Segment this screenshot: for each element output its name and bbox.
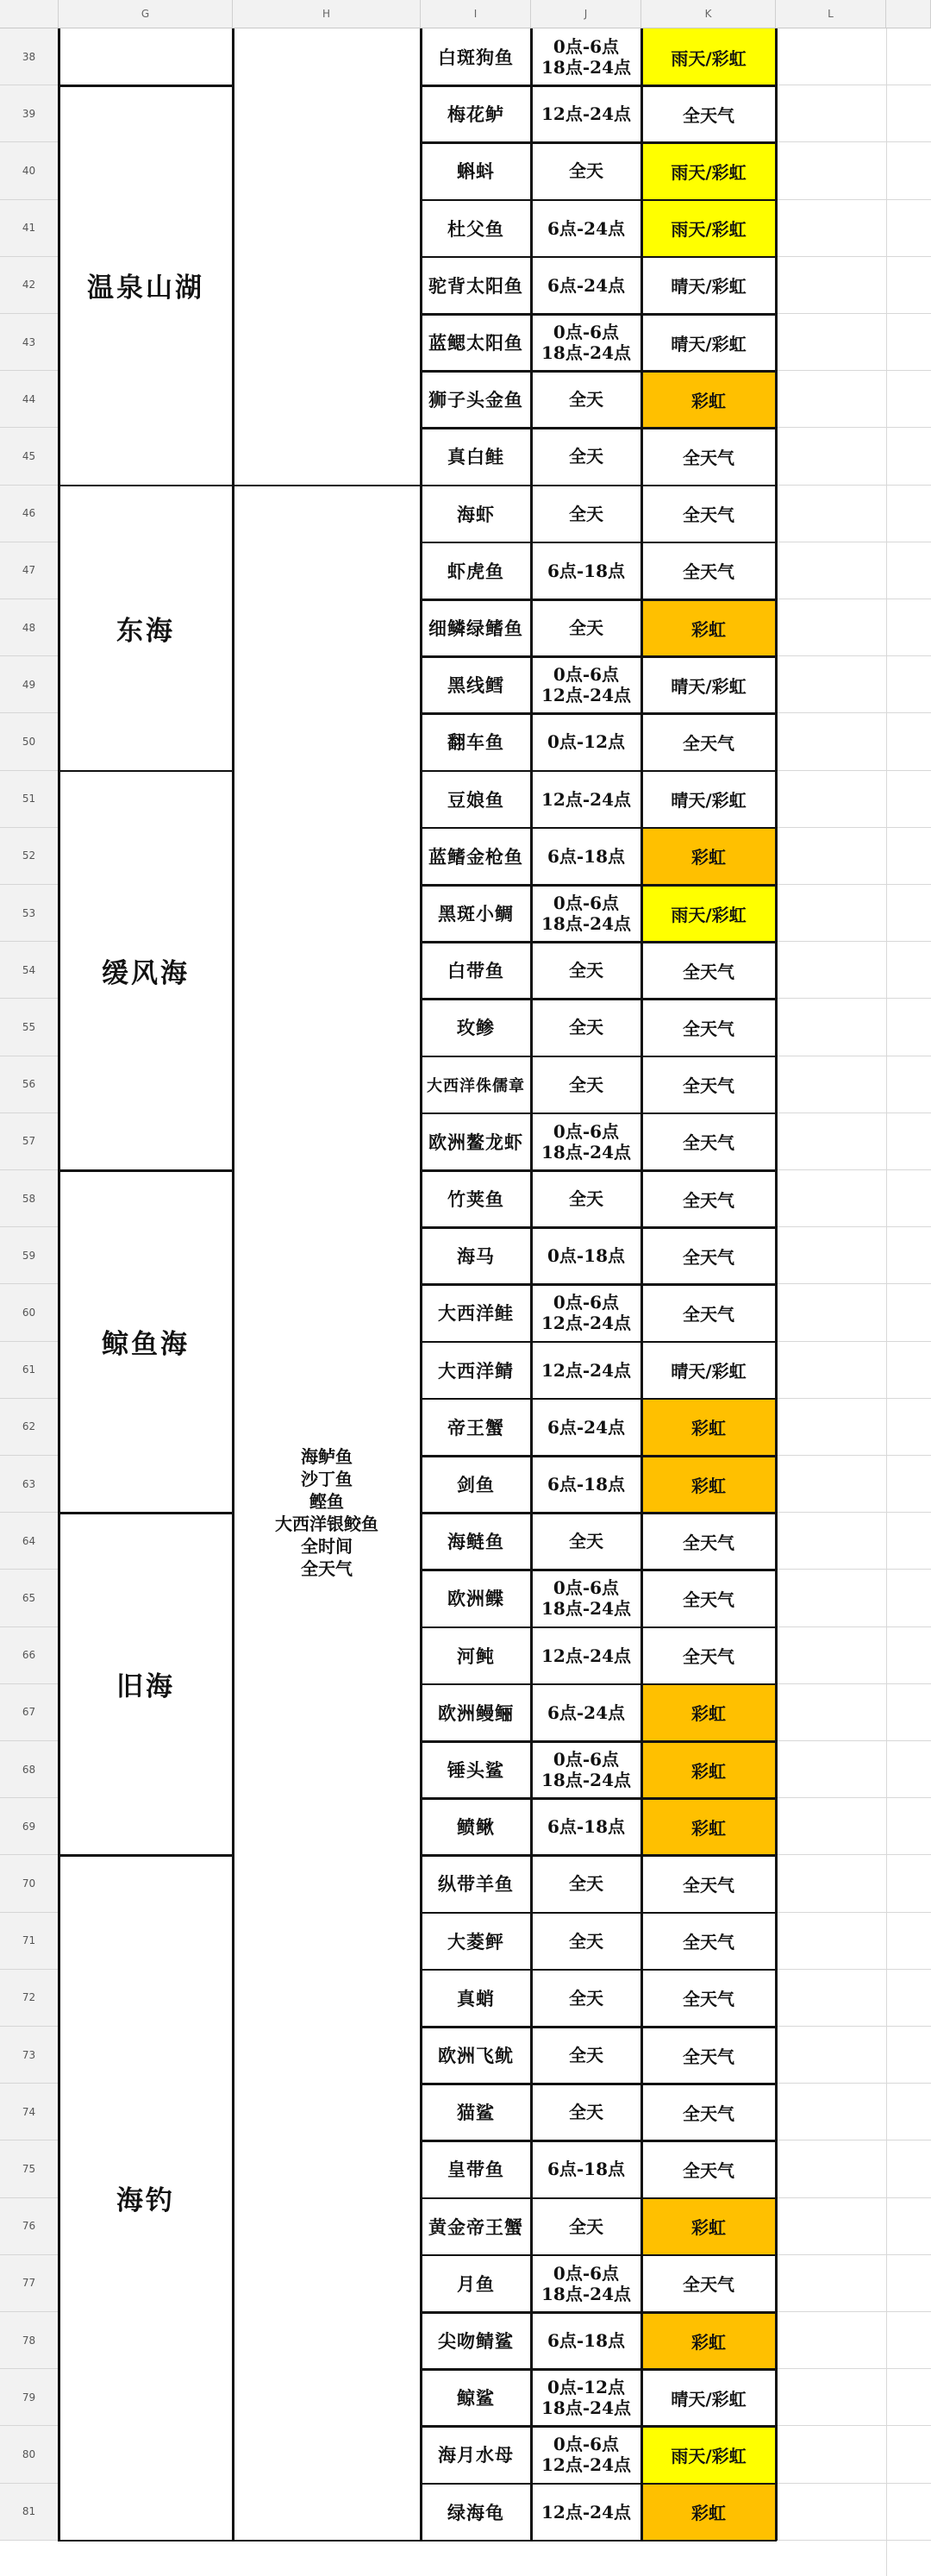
weather-cell[interactable]: 雨天/彩虹	[641, 200, 776, 257]
fish-name-cell[interactable]: 纵带羊鱼	[438, 1873, 514, 1896]
fish-name-cell[interactable]: 白带鱼	[447, 960, 504, 982]
weather-cell[interactable]: 全天气	[683, 1018, 734, 1039]
border-horizontal	[420, 1398, 777, 1401]
location-cell[interactable]: 缓风海	[102, 957, 190, 989]
weather-cell[interactable]: 彩虹	[641, 599, 776, 656]
grid-row-line	[776, 2425, 931, 2426]
border-horizontal	[420, 1455, 777, 1457]
row-number[interactable]: 41	[0, 200, 59, 257]
time-cell[interactable]: 6点-24点	[547, 1416, 626, 1438]
location-cell[interactable]	[59, 28, 233, 85]
grid-row-line	[776, 2368, 931, 2369]
border-horizontal	[420, 2368, 777, 2371]
weather-cell[interactable]: 彩虹	[641, 2198, 776, 2255]
fish-name-cell[interactable]: 黄金帝王蟹	[428, 2216, 523, 2238]
fish-name-cell[interactable]: 大西洋鲭	[438, 1359, 514, 1382]
row-number[interactable]: 74	[0, 2084, 59, 2140]
time-cell[interactable]: 全天	[569, 960, 603, 981]
weather-cell[interactable]: 全天气	[683, 561, 734, 583]
fish-name-cell[interactable]: 杜父鱼	[447, 217, 504, 240]
border-horizontal	[58, 2540, 234, 2542]
time-cell[interactable]: 0点-6点 12点-24点	[541, 1292, 631, 1334]
weather-cell[interactable]: 全天气	[683, 1303, 734, 1325]
column-header-h[interactable]: H	[233, 0, 421, 28]
fish-name-cell[interactable]: 猫鲨	[457, 2102, 495, 2124]
row-number[interactable]: 58	[0, 1170, 59, 1227]
fish-name-cell[interactable]: 鲸鲨	[457, 2387, 495, 2410]
row-number[interactable]: 45	[0, 428, 59, 485]
time-cell[interactable]: 0点-6点 18点-24点	[541, 36, 631, 78]
grid-row-line	[776, 712, 931, 713]
border-horizontal	[420, 2254, 777, 2257]
grid-row-line	[776, 2483, 931, 2484]
time-cell[interactable]: 0点-6点 18点-24点	[541, 1749, 631, 1791]
grid-row-line	[776, 427, 931, 428]
border-horizontal	[232, 485, 422, 487]
row-number[interactable]: 60	[0, 1284, 59, 1341]
border-horizontal	[420, 141, 777, 144]
border-horizontal	[58, 1854, 234, 1857]
time-cell[interactable]: 6点-24点	[547, 1702, 626, 1723]
grid-row-line	[776, 1226, 931, 1227]
location-cell[interactable]: 东海	[116, 615, 175, 647]
row-number[interactable]: 43	[0, 314, 59, 371]
grid-row-line	[776, 199, 931, 200]
time-cell[interactable]: 12点-24点	[541, 2501, 631, 2523]
grid-row-line	[776, 941, 931, 942]
border-horizontal	[420, 2026, 777, 2028]
time-cell[interactable]: 6点-18点	[547, 845, 626, 867]
location-cell[interactable]: 旧海	[116, 1671, 175, 1703]
time-cell[interactable]: 全天	[569, 1074, 603, 1095]
weather-cell[interactable]: 全天气	[683, 505, 734, 526]
row-number[interactable]: 48	[0, 599, 59, 656]
grid-row-line	[776, 1969, 931, 1970]
weather-cell[interactable]: 雨天/彩虹	[641, 28, 776, 85]
row-number[interactable]: 54	[0, 942, 59, 999]
row-number[interactable]: 39	[0, 85, 59, 142]
row-number[interactable]: 76	[0, 2198, 59, 2255]
fish-name-cell[interactable]: 锤头鲨	[447, 1759, 504, 1782]
weather-cell[interactable]: 晴天/彩虹	[671, 790, 747, 812]
fish-name-cell[interactable]: 绿海龟	[447, 2501, 504, 2523]
grid-row-line	[776, 655, 931, 656]
weather-cell[interactable]: 晴天/彩虹	[671, 2388, 747, 2410]
weather-cell[interactable]: 彩虹	[641, 2312, 776, 2369]
row-number[interactable]: 66	[0, 1627, 59, 1684]
grid-row-line	[776, 2254, 931, 2255]
border-horizontal	[420, 313, 777, 316]
border-horizontal	[420, 827, 777, 830]
time-cell[interactable]: 12点-24点	[541, 1359, 631, 1381]
weather-cell[interactable]: 全天气	[683, 2046, 734, 2067]
row-number[interactable]: 71	[0, 1913, 59, 1970]
border-horizontal	[420, 85, 777, 87]
time-cell[interactable]: 全天	[569, 1873, 603, 1895]
border-horizontal	[420, 998, 777, 1000]
fish-name-cell[interactable]: 欧洲鳗鲡	[438, 1702, 514, 1724]
row-number[interactable]: 53	[0, 885, 59, 942]
border-horizontal	[420, 1341, 777, 1344]
border-horizontal	[420, 2140, 777, 2142]
grid-row-line	[776, 1740, 931, 1741]
fish-name-cell[interactable]: 豆娘鱼	[447, 788, 504, 811]
grid-row-line	[776, 2026, 931, 2027]
border-horizontal	[420, 655, 777, 658]
weather-cell[interactable]: 全天气	[683, 1989, 734, 2010]
fish-name-cell[interactable]: 大西洋鲑	[438, 1302, 514, 1325]
row-number[interactable]: 67	[0, 1684, 59, 1741]
weather-cell[interactable]: 晴天/彩虹	[671, 675, 747, 697]
weather-cell[interactable]: 全天气	[683, 2159, 734, 2181]
row-number[interactable]: 69	[0, 1798, 59, 1855]
fish-name-cell[interactable]: 真蛸	[457, 1987, 495, 2009]
fish-name-cell[interactable]: 大西洋侏儒章	[427, 1076, 525, 1095]
time-cell[interactable]: 全天	[569, 1188, 603, 1210]
time-cell[interactable]: 6点-18点	[547, 2159, 626, 2180]
grid-row-line	[776, 141, 931, 142]
grid-col-line	[886, 28, 887, 2576]
border-horizontal	[420, 542, 777, 544]
border-horizontal	[420, 2483, 777, 2485]
time-cell[interactable]: 12点-24点	[541, 1645, 631, 1666]
weather-cell[interactable]: 全天气	[683, 1246, 734, 1268]
border-horizontal	[420, 2425, 777, 2428]
column-header-blank	[886, 0, 931, 28]
row-number[interactable]: 38	[0, 28, 59, 85]
note-cell[interactable]: 海鲈鱼 沙丁鱼 鲣鱼 大西洋银鲛鱼 全时间 全天气	[275, 1446, 378, 1580]
border-horizontal	[420, 1226, 777, 1229]
border-horizontal	[420, 1056, 777, 1058]
grid-row-line	[776, 2197, 931, 2198]
row-number[interactable]: 78	[0, 2312, 59, 2369]
row-number[interactable]: 79	[0, 2369, 59, 2426]
grid-row-line	[776, 256, 931, 257]
fish-name-cell[interactable]: 鲼鳅	[457, 1816, 495, 1839]
note-cell-empty[interactable]	[233, 28, 421, 486]
fish-name-cell[interactable]: 欧洲鲽	[447, 1588, 504, 1610]
weather-cell[interactable]: 彩虹	[641, 2484, 776, 2541]
weather-cell[interactable]: 彩虹	[641, 1798, 776, 1855]
time-cell[interactable]: 全天	[569, 446, 603, 467]
fish-name-cell[interactable]: 虾虎鱼	[447, 560, 504, 582]
time-cell[interactable]: 0点-6点 12点-24点	[541, 2434, 631, 2476]
fish-name-cell[interactable]: 蓝鳍金枪鱼	[428, 845, 523, 868]
border-horizontal	[420, 599, 777, 601]
border-horizontal	[420, 712, 777, 715]
fish-name-cell[interactable]: 海马	[457, 1245, 495, 1268]
column-header-l[interactable]: L	[776, 0, 886, 28]
weather-cell[interactable]: 彩虹	[641, 1456, 776, 1513]
row-number[interactable]: 73	[0, 2027, 59, 2084]
time-cell[interactable]: 全天	[569, 503, 603, 524]
row-number[interactable]: 64	[0, 1513, 59, 1570]
column-header-g[interactable]: G	[59, 0, 233, 28]
border-horizontal	[420, 199, 777, 202]
time-cell[interactable]: 全天	[569, 617, 603, 639]
border-horizontal	[420, 1512, 777, 1514]
time-cell[interactable]: 全天	[569, 389, 603, 411]
weather-cell[interactable]: 雨天/彩虹	[641, 885, 776, 942]
weather-cell[interactable]: 全天气	[683, 1189, 734, 1211]
time-cell[interactable]: 0点-12点	[547, 731, 626, 753]
weather-cell[interactable]: 晴天/彩虹	[671, 333, 747, 354]
grid-row-line	[776, 313, 931, 314]
time-cell[interactable]: 0点-6点 18点-24点	[541, 322, 631, 364]
grid-row-line	[776, 2083, 931, 2084]
fish-name-cell[interactable]: 驼背太阳鱼	[428, 274, 523, 297]
column-header-k[interactable]: K	[641, 0, 776, 28]
fish-name-cell[interactable]: 大菱鲆	[447, 1930, 504, 1952]
weather-cell[interactable]: 晴天/彩虹	[671, 276, 747, 298]
border-horizontal	[420, 256, 777, 259]
row-number[interactable]: 65	[0, 1570, 59, 1626]
border-horizontal	[420, 1626, 777, 1629]
grid-row-line	[776, 1854, 931, 1855]
location-cell[interactable]: 温泉山湖	[87, 273, 204, 304]
grid-row-line	[776, 884, 931, 885]
time-cell[interactable]: 6点-18点	[547, 1816, 626, 1838]
grid-row-line	[776, 1683, 931, 1684]
weather-cell[interactable]: 全天气	[683, 2274, 734, 2296]
row-number[interactable]: 52	[0, 828, 59, 885]
row-number[interactable]: 47	[0, 542, 59, 599]
time-cell[interactable]: 0点-6点 12点-24点	[541, 664, 631, 706]
border-horizontal	[420, 427, 777, 429]
time-cell[interactable]: 12点-24点	[541, 788, 631, 810]
row-number[interactable]: 72	[0, 1970, 59, 2027]
row-number[interactable]: 50	[0, 713, 59, 770]
row-number[interactable]: 56	[0, 1056, 59, 1113]
fish-name-cell[interactable]: 欧洲鳌龙虾	[428, 1131, 523, 1153]
fish-name-cell[interactable]: 皇带鱼	[447, 2159, 504, 2181]
row-number[interactable]: 75	[0, 2140, 59, 2197]
row-number[interactable]: 68	[0, 1741, 59, 1798]
weather-cell[interactable]: 全天气	[683, 104, 734, 126]
time-cell[interactable]: 0点-6点 18点-24点	[541, 1120, 631, 1163]
row-number[interactable]: 57	[0, 1113, 59, 1170]
border-horizontal	[232, 2540, 422, 2542]
grid-row-line	[776, 2540, 931, 2541]
border-horizontal	[420, 1113, 777, 1115]
grid-row-line	[776, 1626, 931, 1627]
row-number[interactable]: 46	[0, 486, 59, 542]
fish-name-cell[interactable]: 白斑狗鱼	[438, 47, 514, 69]
time-cell[interactable]: 6点-18点	[547, 1474, 626, 1495]
border-vertical	[232, 28, 234, 2541]
fish-name-cell[interactable]: 狮子头金鱼	[428, 389, 523, 411]
border-horizontal	[420, 2311, 777, 2314]
time-cell[interactable]: 6点-18点	[547, 560, 626, 581]
border-horizontal	[58, 85, 234, 87]
weather-cell[interactable]: 彩虹	[641, 371, 776, 428]
grid-row-line	[776, 1512, 931, 1513]
weather-cell[interactable]: 全天气	[683, 1646, 734, 1668]
weather-cell[interactable]: 全天气	[683, 1075, 734, 1097]
time-cell[interactable]: 6点-24点	[547, 217, 626, 239]
weather-cell[interactable]: 彩虹	[641, 828, 776, 885]
weather-cell[interactable]: 雨天/彩虹	[641, 2426, 776, 2483]
border-horizontal	[58, 1512, 234, 1514]
fish-name-cell[interactable]: 梅花鲈	[447, 103, 504, 126]
weather-cell[interactable]: 全天气	[683, 1874, 734, 1896]
weather-cell[interactable]: 雨天/彩虹	[641, 142, 776, 199]
border-vertical	[58, 28, 60, 2541]
location-cell[interactable]: 海钓	[116, 2185, 175, 2217]
time-cell[interactable]: 全天	[569, 1017, 603, 1038]
time-cell[interactable]: 全天	[569, 1531, 603, 1552]
fish-name-cell[interactable]: 黑斑小鲷	[438, 903, 514, 925]
border-horizontal	[420, 2197, 777, 2200]
row-number[interactable]: 81	[0, 2484, 59, 2541]
row-number[interactable]: 49	[0, 656, 59, 713]
fish-name-cell[interactable]: 月鱼	[457, 2272, 495, 2295]
border-horizontal	[58, 1169, 234, 1172]
time-cell[interactable]: 全天	[569, 2102, 603, 2123]
grid-row-line	[776, 1912, 931, 1913]
border-horizontal	[58, 485, 234, 487]
weather-cell[interactable]: 彩虹	[641, 1399, 776, 1456]
time-cell[interactable]: 0点-6点 18点-24点	[541, 2262, 631, 2304]
fish-name-cell[interactable]: 帝王蟹	[447, 1416, 504, 1438]
row-number[interactable]: 51	[0, 771, 59, 828]
fish-name-cell[interactable]: 玫鲹	[457, 1017, 495, 1039]
time-cell[interactable]: 0点-12点 18点-24点	[541, 2377, 631, 2419]
fish-name-cell[interactable]: 河鲀	[457, 1645, 495, 1667]
border-horizontal	[420, 1683, 777, 1686]
row-number[interactable]: 44	[0, 371, 59, 428]
border-horizontal	[420, 941, 777, 943]
border-horizontal	[420, 1169, 777, 1172]
fish-name-cell[interactable]: 细鳞绿鳍鱼	[428, 617, 523, 640]
border-horizontal	[420, 884, 777, 887]
row-number[interactable]: 42	[0, 257, 59, 314]
time-cell[interactable]: 12点-24点	[541, 103, 631, 125]
border-horizontal	[420, 485, 777, 487]
border-horizontal	[420, 1969, 777, 1971]
fish-name-cell[interactable]: 蓝鳃太阳鱼	[428, 332, 523, 354]
border-horizontal	[420, 2540, 777, 2542]
fish-name-cell[interactable]: 海月水母	[438, 2444, 514, 2466]
grid-row-line	[776, 998, 931, 999]
border-horizontal	[58, 770, 234, 773]
grid-row-line	[776, 1797, 931, 1798]
border-horizontal	[420, 1283, 777, 1286]
fish-name-cell[interactable]: 蝌蚪	[457, 160, 495, 183]
grid-row-line	[776, 1398, 931, 1399]
time-cell[interactable]: 全天	[569, 1987, 603, 2009]
row-number[interactable]: 55	[0, 999, 59, 1056]
fish-name-cell[interactable]: 海鲢鱼	[447, 1531, 504, 1553]
fish-name-cell[interactable]: 欧洲飞鱿	[438, 2045, 514, 2067]
border-horizontal	[420, 1569, 777, 1571]
weather-cell[interactable]: 全天气	[683, 1589, 734, 1610]
time-cell[interactable]: 全天	[569, 160, 603, 182]
row-number[interactable]: 77	[0, 2255, 59, 2312]
time-cell[interactable]: 0点-6点 18点-24点	[541, 893, 631, 935]
grid-row-line	[776, 485, 931, 486]
time-cell[interactable]: 全天	[569, 1930, 603, 1952]
border-horizontal	[420, 1854, 777, 1857]
column-header-j[interactable]: J	[531, 0, 641, 28]
location-cell[interactable]: 鲸鱼海	[102, 1329, 190, 1361]
row-number[interactable]: 62	[0, 1399, 59, 1456]
weather-cell[interactable]: 全天气	[683, 961, 734, 982]
weather-cell[interactable]: 晴天/彩虹	[671, 1361, 747, 1382]
row-number[interactable]: 61	[0, 1342, 59, 1399]
grid-row-line	[776, 827, 931, 828]
fish-name-cell[interactable]: 竹荚鱼	[447, 1188, 504, 1211]
grid-row-line	[776, 1169, 931, 1170]
weather-cell[interactable]: 全天气	[683, 1932, 734, 1953]
border-horizontal	[420, 1797, 777, 1800]
fish-name-cell[interactable]: 黑线鳕	[447, 674, 504, 697]
row-number[interactable]: 59	[0, 1227, 59, 1284]
border-horizontal	[420, 1912, 777, 1915]
row-number[interactable]: 80	[0, 2426, 59, 2483]
border-horizontal	[420, 1740, 777, 1743]
time-cell[interactable]: 6点-18点	[547, 2330, 626, 2352]
time-cell[interactable]: 0点-18点	[547, 1245, 626, 1267]
time-cell[interactable]: 全天	[569, 2216, 603, 2237]
fish-name-cell[interactable]: 翻车鱼	[447, 731, 504, 754]
weather-cell[interactable]: 全天气	[683, 2103, 734, 2124]
row-number[interactable]: 63	[0, 1456, 59, 1513]
weather-cell[interactable]: 彩虹	[641, 1741, 776, 1798]
weather-cell[interactable]: 彩虹	[641, 1684, 776, 1741]
time-cell[interactable]: 全天	[569, 2045, 603, 2066]
weather-cell[interactable]: 全天气	[683, 1132, 734, 1154]
grid-row-line	[776, 2311, 931, 2312]
border-horizontal	[420, 770, 777, 773]
border-horizontal	[420, 2083, 777, 2085]
grid-row-line	[776, 1569, 931, 1570]
fish-name-cell[interactable]: 真白鲑	[447, 446, 504, 468]
time-cell[interactable]: 0点-6点 18点-24点	[541, 1577, 631, 1620]
border-horizontal	[420, 370, 777, 373]
fish-name-cell[interactable]: 剑鱼	[457, 1474, 495, 1496]
row-number[interactable]: 40	[0, 142, 59, 199]
weather-cell[interactable]: 全天气	[683, 732, 734, 754]
grid-row-line	[776, 1341, 931, 1342]
fish-name-cell[interactable]: 海虾	[457, 503, 495, 525]
grid-row-line	[776, 1455, 931, 1456]
column-header-i[interactable]: I	[421, 0, 531, 28]
corner-cell[interactable]	[0, 0, 59, 28]
weather-cell[interactable]: 全天气	[683, 447, 734, 468]
grid-row-line	[776, 1283, 931, 1284]
weather-cell[interactable]: 全天气	[683, 1532, 734, 1553]
time-cell[interactable]: 6点-24点	[547, 274, 626, 296]
row-number[interactable]: 70	[0, 1855, 59, 1912]
fish-name-cell[interactable]: 尖吻鲭鲨	[438, 2330, 514, 2353]
grid-row-line	[776, 770, 931, 771]
grid-row-line	[776, 370, 931, 371]
